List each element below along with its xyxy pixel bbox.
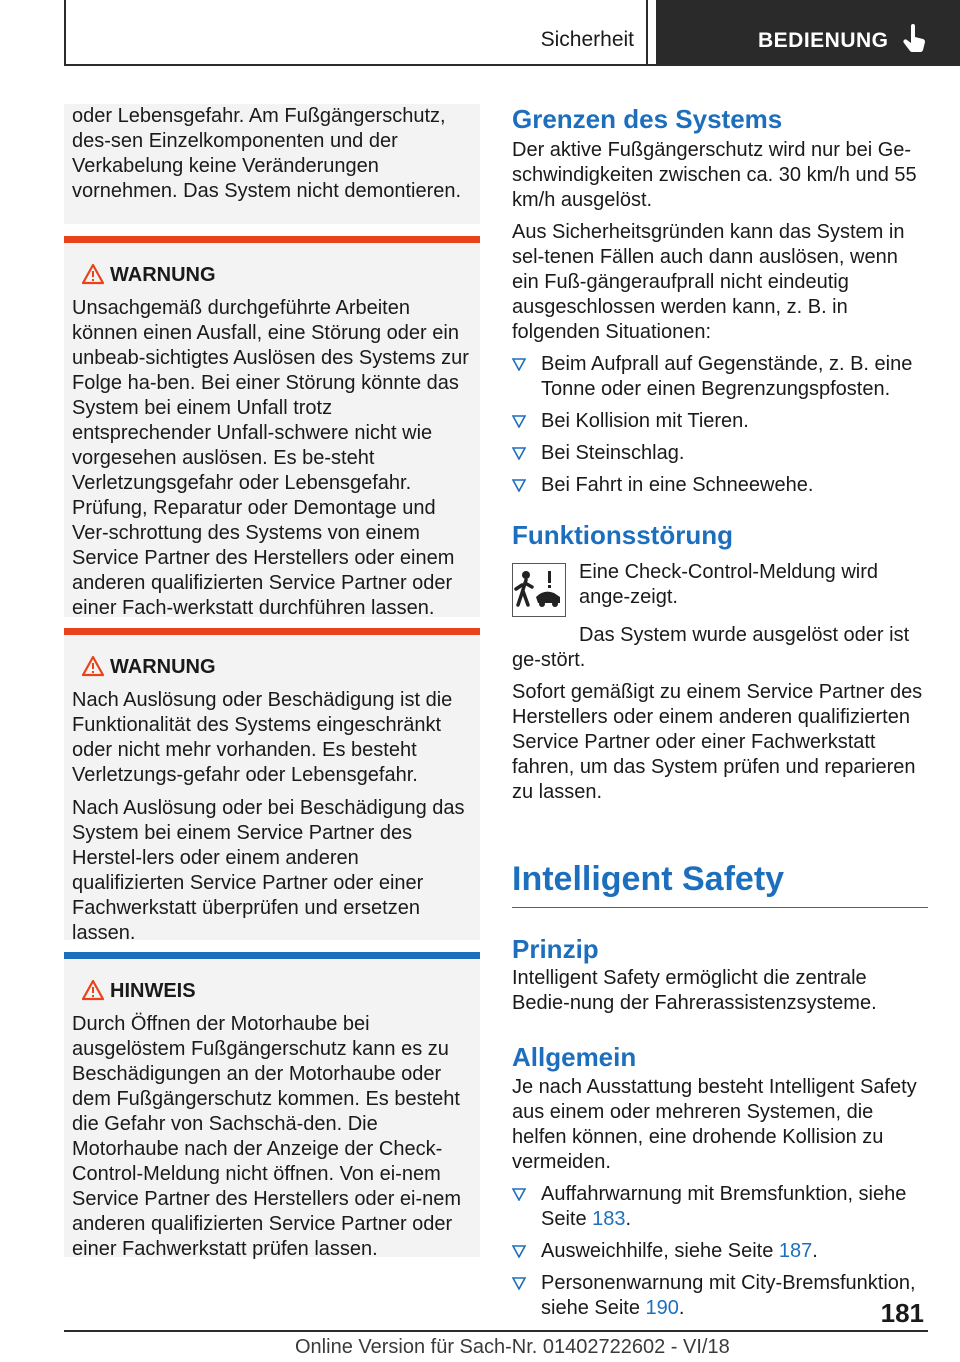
warning-triangle-icon: [81, 655, 105, 677]
list-item: Bei Steinschlag.: [512, 441, 928, 466]
heading-intelligent-safety: Intelligent Safety: [512, 860, 785, 898]
warning-heading: [72, 263, 472, 288]
list-item: Auffahrwarnung mit Bremsfunktion, siehe Seite 183.: [512, 1182, 928, 1232]
notice-text: Durch Öffnen der Motorhaube bei ausgelöstem Fußgängerschutz kann es zu Beschädigungen an der Motorhaube oder dem Fußgängerschutz kommen. Es besteht die Gefahr von Sachschä-den. Die Motorhaube nach der Anzeige der Check-Control-Meldung nicht öffnen. Von ei-nem Service Partner des Herstellers oder ei-nem anderen qualifizierten Service Partner oder einer Fachwerkstatt prüfen lassen.: [72, 1013, 462, 1260]
page-link[interactable]: 190: [645, 1297, 679, 1319]
paragraph: Eine Check-Control-Meldung wird ange-zeigt.: [579, 561, 879, 608]
heading-prinzip: Prinzip: [512, 934, 599, 964]
bullet-triangle-icon: [512, 447, 526, 460]
warning-title: WARNUNG: [110, 264, 216, 286]
footer-text: Online Version für Sach-Nr. 01402722602 - VI/18: [295, 1336, 730, 1358]
warning-triangle-icon: [81, 979, 105, 1001]
warning-box-1: [64, 236, 480, 617]
warning-box-2: [64, 628, 480, 944]
warning-bar: [64, 628, 480, 635]
paragraph: Je nach Ausstattung besteht Intelligent Safety aus einem oder mehreren Systemen, die helfen können, eine drohende Kollision zu vermeiden.: [512, 1076, 917, 1173]
heading-grenzen: Grenzen des Systems: [512, 104, 783, 134]
heading-funktionsstoerung: Funktionsstörung: [512, 520, 733, 550]
pedestrian-protection-warning-icon: [512, 563, 566, 617]
bullet-triangle-icon: [512, 1188, 526, 1201]
right-column: [512, 104, 928, 1321]
notice-bar: [64, 952, 480, 959]
warning-text: Nach Auslösung oder Beschädigung ist die Funktionalität des Systems eingeschränkt oder nicht mehr vorhanden. Es besteht Verletzungs-gefahr oder Lebensgefahr.: [72, 689, 453, 786]
heading-allgemein: Allgemein: [512, 1042, 637, 1072]
list-item: Bei Kollision mit Tieren.: [512, 409, 928, 434]
warning-title: WARNUNG: [110, 656, 216, 678]
notice-box: [64, 952, 480, 1260]
warning-text: Nach Auslösung oder bei Beschädigung das System bei einem Service Partner des Herstel-lers oder einem anderen qualifizierten Service Partner oder einer Fachwerkstatt überprüfen und ersetzen lassen.: [72, 797, 465, 944]
bullet-triangle-icon: [512, 479, 526, 492]
check-control-row: [512, 560, 928, 620]
paragraph: Aus Sicherheitsgründen kann das System in sel-tenen Fällen auch dann auslösen, wenn ein Fuß-gängeraufprall nicht eindeutig ausgeschlossen werden kann, z. B. in folgenden Situationen:: [512, 221, 905, 343]
section-label: Sicherheit: [540, 28, 634, 51]
hand-pointer-icon: [902, 24, 928, 54]
notice-heading: [72, 979, 472, 1004]
page-link[interactable]: 183: [592, 1208, 626, 1230]
bullet-triangle-icon: [512, 1277, 526, 1290]
paragraph: Der aktive Fußgängerschutz wird nur bei Ge-schwindigkeiten zwischen ca. 30 km/h und 55 km/h ausgelöst.: [512, 139, 917, 211]
header-rule: [64, 64, 960, 66]
list-item: Bei Fahrt in eine Schneewehe.: [512, 473, 928, 498]
list-item: Beim Aufprall auf Gegenstände, z. B. eine Tonne oder einen Begrenzungspfosten.: [512, 352, 928, 402]
footer-rule: [64, 1330, 928, 1332]
bullet-triangle-icon: [512, 415, 526, 428]
warning-triangle-icon: [81, 263, 105, 285]
systems-list: [512, 1182, 928, 1321]
paragraph: Sofort gemäßigt zu einem Service Partner des Herstellers oder einem anderen qualifizierten Service Partner oder einer Fachwerkstatt fahren, um das System prüfen und reparieren zu lassen.: [512, 681, 923, 803]
paragraph: Das System wurde ausgelöst oder ist ge-stört.: [512, 624, 910, 671]
warning-bar: [64, 236, 480, 243]
page-number: 181: [880, 1298, 924, 1328]
situations-list: [512, 352, 928, 498]
continued-text-box: [64, 104, 480, 224]
header-tab-section: [64, 0, 648, 64]
page-link[interactable]: 187: [778, 1240, 813, 1262]
header-tab-chapter[interactable]: [656, 0, 960, 66]
chapter-label: BEDIENUNG: [758, 29, 889, 52]
warning-text: Unsachgemäß durchgeführte Arbeiten können einen Ausfall, eine Störung oder ein unbeab-sichtigtes Auslösen des Systems zur Folge ha-ben. Bei einer Störung könnte das System bei einem Unfall trotz entsprechender Unfall-schwere nicht wie vorgesehen auslösen. Es be-steht Verletzungsgefahr oder Lebensgefahr. Prüfung, Reparatur oder Demontage und Ver-schrottung des Systems von einem Service Partner des Herstellers oder einem anderen qualifizierten Service Partner oder einer Fach-werkstatt durchführen lassen.: [72, 297, 469, 619]
notice-title: HINWEIS: [110, 980, 196, 1002]
bullet-triangle-icon: [512, 1245, 526, 1258]
list-item: Ausweichhilfe, siehe Seite 187.: [512, 1239, 928, 1264]
list-item: Personenwarnung mit City-Bremsfunktion, siehe Seite 190.: [512, 1271, 928, 1321]
warning-heading: [72, 655, 472, 680]
continued-text: oder Lebensgefahr. Am Fußgängerschutz, des-sen Einzelkomponenten und der Verkabelung keine Veränderungen vornehmen. Das System nicht demontieren.: [72, 105, 462, 202]
bullet-triangle-icon: [512, 358, 526, 371]
heading-rule: [512, 907, 928, 908]
paragraph: Intelligent Safety ermöglicht die zentrale Bedie-nung der Fahrerassistenzsysteme.: [512, 967, 877, 1014]
